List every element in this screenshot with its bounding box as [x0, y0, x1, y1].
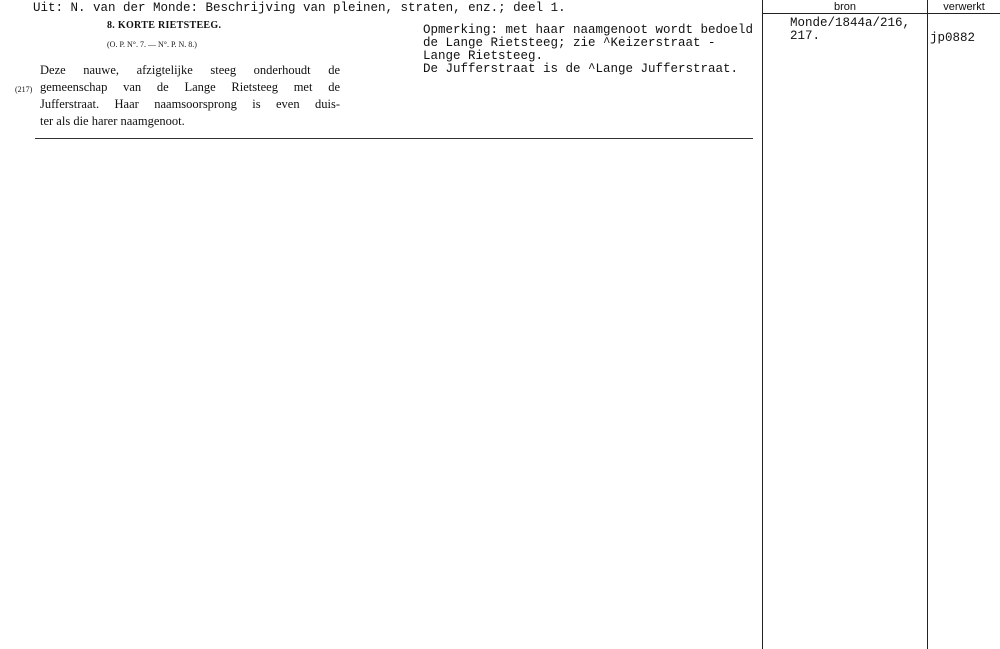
clipping-subheading: (O. P. N°. 7. — N°. P. N. 8.)	[107, 40, 197, 49]
clipping-line: Deze nauwe, afzigtelijke steeg onderhoudt de	[40, 63, 340, 77]
remark-line: Opmerking: met haar naamgenoot wordt bedoeld	[423, 23, 754, 37]
bron-column-header: bron	[833, 1, 857, 13]
page-marker: (217)	[15, 85, 33, 94]
clipping-heading: 8. KORTE RIETSTEEG.	[107, 20, 222, 31]
clipping-line: gemeenschap van de Lange Rietsteeg met de	[40, 80, 340, 94]
remark-line: De Jufferstraat is de ^Lange Jufferstraat.	[423, 62, 739, 76]
clipping-line: ter als die harer naamgenoot.	[40, 114, 185, 128]
column-divider	[927, 0, 928, 649]
horizontal-rule	[35, 138, 753, 139]
bron-line: 217.	[790, 29, 821, 43]
remark-line: Lange Rietsteeg.	[423, 49, 544, 63]
header-rule	[762, 13, 1000, 14]
bron-line: Monde/1844a/216,	[790, 16, 911, 30]
remark-block	[423, 24, 758, 76]
clipping-body	[40, 62, 340, 130]
clipping-line: Jufferstraat. Haar naamsoorsprong is even duis-	[40, 97, 340, 111]
source-line: Uit: N. van der Monde: Beschrijving van pleinen, straten, enz.; deel 1.	[33, 1, 566, 15]
verwerkt-cell: jp0882	[930, 31, 976, 45]
bron-cell	[790, 17, 910, 43]
column-divider	[762, 0, 763, 649]
verwerkt-column-header: verwerkt	[943, 1, 985, 13]
remark-line: de Lange Rietsteeg; zie ^Keizerstraat -	[423, 36, 716, 50]
